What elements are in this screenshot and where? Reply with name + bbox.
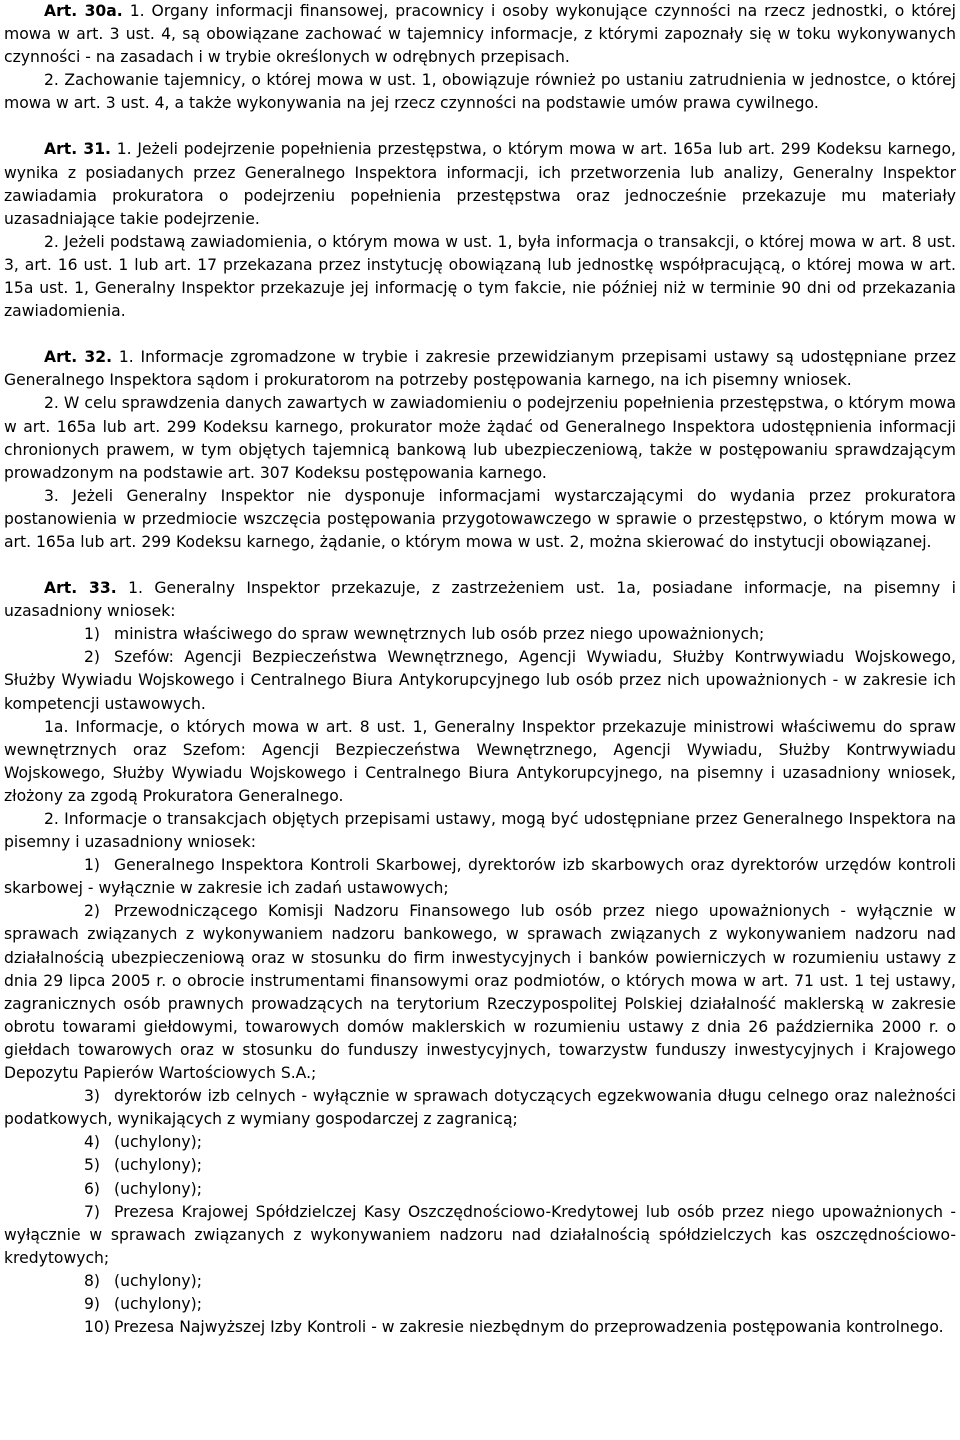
- article-number: Art. 33.: [44, 579, 117, 598]
- list-item-text: (uchylony);: [114, 1271, 202, 1290]
- list-item-number: 2): [84, 902, 101, 921]
- art32-paragraph-3: 3. Jeżeli Generalny Inspektor nie dysponuje informacjami wystarczającymi do wydania przez prokuratora postanowienia w przedmiocie wszczęcia postępowania przygotowawczego w sprawie o przestępstwo, o którym mowa w art. 165a lub art. 299 Kodeksu karnego, żądanie, o którym mowa w ust. 2, można skierować do instytucji obowiązanej.: [4, 486, 956, 551]
- art33-paragraph-1: [4, 577, 956, 623]
- list-item-text: (uchylony);: [114, 1133, 202, 1152]
- list-item-text: Prezesa Najwyższej Izby Kontroli - w zakresie niezbędnym do przeprowadzenia postępowania kontrolnego.: [114, 1318, 944, 1337]
- list-item-text: dyrektorów izb celnych - wyłącznie w sprawach dotyczących egzekwowania długu celnego oraz należności podatkowych, wynikających z wymiany gospodarczej z zagranicą;: [4, 1087, 956, 1129]
- article-number: Art. 32.: [44, 348, 113, 367]
- list-item: [4, 1293, 956, 1316]
- list-item-number: 1): [84, 856, 101, 875]
- art33-list-1: [4, 623, 956, 715]
- list-item-number: 2): [84, 648, 101, 667]
- art33-text-1: 1. Generalny Inspektor przekazuje, z zastrzeżeniem ust. 1a, posiadane informacje, na pisemny i uzasadniony wniosek:: [4, 579, 956, 621]
- list-item-text: (uchylony);: [114, 1179, 202, 1198]
- list-item-text: (uchylony);: [114, 1294, 202, 1313]
- list-item: [4, 1316, 956, 1339]
- article-number: Art. 30a.: [44, 2, 123, 20]
- list-item: [4, 646, 956, 715]
- art30a-paragraph-1: [4, 0, 956, 69]
- spacer: [4, 323, 956, 346]
- list-item-number: 4): [84, 1133, 101, 1152]
- list-item: [4, 1178, 956, 1201]
- art30a-text-1: 1. Organy informacji finansowej, pracownicy i osoby wykonujące czynności na rzecz jednostki, o której mowa w art. 3 ust. 4, są obowiązane zachować w tajemnicy informacje, z którymi zapoznały się w toku wykonywanych czynności - na zasadach i w trybie określonych w odrębnych przepisach.: [4, 2, 956, 67]
- art32-paragraph-1: [4, 346, 956, 392]
- list-item: [4, 623, 956, 646]
- list-item-text: Szefów: Agencji Bezpieczeństwa Wewnętrznego, Agencji Wywiadu, Służby Kontrwywiadu Wojskowego, Służby Wywiadu Wojskowego i Centralnego Biura Antykorupcyjnego lub osób przez nich upoważnionych - w zakresie ich kompetencji ustawowych.: [4, 648, 956, 713]
- art31-text-1: 1. Jeżeli podejrzenie popełnienia przestępstwa, o którym mowa w art. 165a lub art. 299 Kodeksu karnego, wynika z posiadanych przez Generalnego Inspektora informacji, ich przetworzenia lub analizy, Generalny Inspektor zawiadamia prokuratora o podejrzeniu popełnienia przestępstwa oraz jednocześnie przekazuje mu materiały uzasadniające takie podejrzenie.: [4, 140, 956, 228]
- art32-paragraph-2: 2. W celu sprawdzenia danych zawartych w zawiadomieniu o podejrzeniu popełnienia przestępstwa, o którym mowa w art. 165a lub art. 299 Kodeksu karnego, prokurator może żądać od Generalnego Inspektora udostępnienia informacji chronionych prawem, w tym objętych tajemnicą bankową lub ubezpieczeniową, także w postępowaniu sprawdzającym prowadzonym na podstawie art. 307 Kodeksu postępowania karnego.: [4, 394, 956, 482]
- list-item: [4, 900, 956, 1085]
- list-item-number: 8): [84, 1271, 101, 1290]
- list-item-number: 9): [84, 1294, 101, 1313]
- list-item-number: 7): [84, 1202, 101, 1221]
- list-item-text: Przewodniczącego Komisji Nadzoru Finansowego lub osób przez niego upoważnionych - wyłącznie w sprawach związanych z wykonywaniem nadzoru bankowego, w sprawach związanych z wykonywaniem nadzoru nad działalnością ubezpieczeniową oraz w stosunku do firm inwestycyjnych i banków powierniczych w rozumieniu ustawy z dnia 29 lipca 2005 r. o obrocie instrumentami finansowymi oraz podmiotów, o których mowa w art. 71 ust. 1 tej ustawy, zagranicznych osób prawnych prowadzących na terytorium Rzeczypospolitej Polskiej działalność maklerską w zakresie obrotu towarami giełdowymi, towarowych domów maklerskich w rozumieniu ustawy z dnia 26 października 2000 r. o giełdach towarowych oraz w stosunku do funduszy inwestycyjnych, towarzystw funduszy inwestycyjnych i Krajowego Depozytu Papierów Wartościowych S.A.;: [4, 902, 956, 1083]
- art31-paragraph-2: 2. Jeżeli podstawą zawiadomienia, o którym mowa w ust. 1, była informacja o transakcji, o której mowa w art. 8 ust. 3, art. 16 ust. 1 lub art. 17 przekazana przez instytucję obowiązaną lub jednostkę współpracującą, o której mowa w art. 15a ust. 1, Generalny Inspektor przekazuje jej informację o tym fakcie, nie później niż w terminie 90 dni od przekazania zawiadomienia.: [4, 232, 956, 321]
- art33-list-2: [4, 854, 956, 1339]
- spacer: [4, 115, 956, 138]
- art31-paragraph-1: [4, 138, 956, 230]
- list-item-text: (uchylony);: [114, 1156, 202, 1175]
- list-item-number: 5): [84, 1156, 101, 1175]
- list-item: [4, 1131, 956, 1154]
- list-item-text: Prezesa Krajowej Spółdzielczej Kasy Oszczędnościowo-Kredytowej lub osób przez niego upoważnionych - wyłącznie w sprawach związanych z wykonywaniem nadzoru nad działalnością spółdzielczych kas oszczędnościowo-kredytowych;: [4, 1202, 956, 1267]
- list-item: [4, 1201, 956, 1270]
- list-item-text: ministra właściwego do spraw wewnętrznych lub osób przez niego upoważnionych;: [114, 625, 765, 644]
- list-item-number: 6): [84, 1179, 101, 1198]
- list-item: [4, 1154, 956, 1177]
- spacer: [4, 554, 956, 577]
- list-item: [4, 1085, 956, 1131]
- list-item-number: 3): [84, 1087, 101, 1106]
- list-item: [4, 854, 956, 900]
- list-item-text: Generalnego Inspektora Kontroli Skarbowej, dyrektorów izb skarbowych oraz dyrektorów urzędów kontroli skarbowej - wyłącznie w zakresie ich zadań ustawowych;: [4, 856, 956, 898]
- art30a-paragraph-2: 2. Zachowanie tajemnicy, o której mowa w ust. 1, obowiązuje również po ustaniu zatrudnienia w jednostce, o której mowa w art. 3 ust. 4, a także wykonywania na jej rzecz czynności na podstawie umów prawa cywilnego.: [4, 71, 956, 113]
- list-item-number: 10): [84, 1318, 110, 1337]
- list-item-number: 1): [84, 625, 101, 644]
- article-number: Art. 31.: [44, 140, 111, 159]
- art33-paragraph-1a: 1a. Informacje, o których mowa w art. 8 ust. 1, Generalny Inspektor przekazuje ministrowi właściwemu do spraw wewnętrznych oraz Szefom: Agencji Bezpieczeństwa Wewnętrznego, Agencji Wywiadu, Służby Kontrwywiadu Wojskowego, Służby Wywiadu Wojskowego i Centralnego Biura Antykorupcyjnego, na pisemny i uzasadniony wniosek, złożony za zgodą Prokuratora Generalnego.: [4, 717, 956, 805]
- art33-paragraph-2: 2. Informacje o transakcjach objętych przepisami ustawy, mogą być udostępniane przez Generalnego Inspektora na pisemny i uzasadniony wniosek:: [4, 810, 956, 852]
- art32-text-1: 1. Informacje zgromadzone w trybie i zakresie przewidzianym przepisami ustawy są udostępniane przez Generalnego Inspektora sądom i prokuratorom na potrzeby postępowania karnego, na ich pisemny wniosek.: [4, 348, 956, 390]
- list-item: [4, 1270, 956, 1293]
